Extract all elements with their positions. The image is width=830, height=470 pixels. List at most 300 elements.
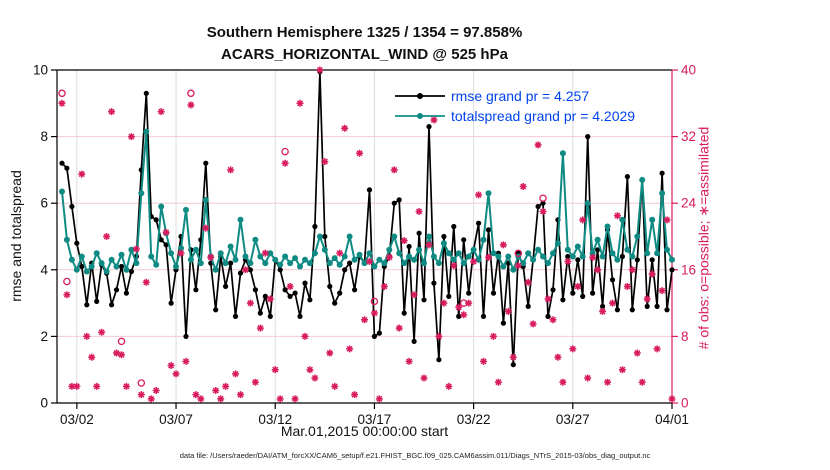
assimilated-obs-asterisk-marker xyxy=(594,266,601,273)
series-marker xyxy=(401,260,407,266)
assimilated-obs-asterisk-marker xyxy=(614,212,621,219)
series-marker xyxy=(327,284,332,289)
series-marker xyxy=(347,234,353,240)
assimilated-obs-asterisk-marker xyxy=(292,395,299,402)
series-marker xyxy=(193,287,198,292)
series-marker xyxy=(114,287,119,292)
assimilated-obs-asterisk-marker xyxy=(391,166,398,173)
assimilated-obs-asterisk-marker xyxy=(361,316,368,323)
assimilated-obs-asterisk-marker xyxy=(202,225,209,232)
assimilated-obs-asterisk-marker xyxy=(58,100,65,107)
assimilated-obs-asterisk-marker xyxy=(148,395,155,402)
x-axis-label: Mar.01,2015 00:00:00 start xyxy=(280,423,449,439)
assimilated-obs-asterisk-marker xyxy=(272,366,279,373)
series-marker xyxy=(307,260,313,266)
series-marker xyxy=(297,264,303,270)
series-marker xyxy=(109,257,115,263)
series-marker xyxy=(337,291,342,296)
series-marker xyxy=(268,314,273,319)
assimilated-obs-asterisk-marker xyxy=(197,395,204,402)
assimilated-obs-asterisk-marker xyxy=(589,254,596,261)
series-marker xyxy=(128,247,134,253)
series-marker xyxy=(412,339,417,344)
assimilated-obs-asterisk-marker xyxy=(108,108,115,115)
series-marker xyxy=(580,254,586,260)
legend-label-rmse: rmse grand pr = 4.257 xyxy=(451,88,590,104)
assimilated-obs-asterisk-marker xyxy=(609,300,616,307)
series-marker xyxy=(322,247,328,253)
series-marker xyxy=(272,257,278,263)
chart-title: Southern Hemisphere 1325 / 1354 = 97.858% xyxy=(206,24,523,41)
right-tick-label: 16 xyxy=(681,262,697,278)
series-marker xyxy=(89,264,95,270)
series-marker xyxy=(397,197,402,202)
series-marker xyxy=(585,134,590,139)
assimilated-obs-asterisk-marker xyxy=(525,279,532,286)
series-marker xyxy=(312,224,317,229)
series-marker xyxy=(64,237,70,243)
series-marker xyxy=(218,250,224,256)
assimilated-obs-asterisk-marker xyxy=(123,383,130,390)
series-marker xyxy=(436,260,442,266)
assimilated-obs-asterisk-marker xyxy=(445,383,452,390)
possible-obs-circle-marker xyxy=(540,195,546,201)
series-marker xyxy=(570,291,575,296)
series-marker xyxy=(228,261,233,266)
series-marker xyxy=(238,217,244,223)
series-marker xyxy=(486,227,491,232)
series-marker xyxy=(143,129,149,135)
assimilated-obs-asterisk-marker xyxy=(168,362,175,369)
series-marker xyxy=(659,190,665,196)
assimilated-obs-asterisk-marker xyxy=(530,320,537,327)
series-marker xyxy=(337,262,343,268)
assimilated-obs-asterisk-marker xyxy=(386,254,393,261)
series-marker xyxy=(173,264,179,270)
series-marker xyxy=(376,257,382,263)
series-marker xyxy=(635,257,640,262)
series-marker xyxy=(129,269,134,274)
assimilated-obs-asterisk-marker xyxy=(356,150,363,157)
legend-totalspread-line-icon xyxy=(393,110,447,122)
series-marker xyxy=(461,260,467,266)
series-marker xyxy=(203,197,209,203)
series-marker xyxy=(654,250,660,256)
series-marker xyxy=(302,257,308,263)
assimilated-obs-asterisk-marker xyxy=(569,345,576,352)
series-marker xyxy=(649,217,655,223)
series-marker xyxy=(94,250,100,256)
possible-obs-circle-marker xyxy=(138,380,144,386)
series-marker xyxy=(540,254,546,260)
series-marker xyxy=(560,297,565,302)
series-marker xyxy=(421,260,427,266)
series-marker xyxy=(645,304,650,309)
series-marker xyxy=(526,304,531,309)
series-marker xyxy=(148,254,154,260)
assimilated-obs-asterisk-marker xyxy=(649,270,656,277)
series-marker xyxy=(74,267,80,273)
series-marker xyxy=(501,321,506,326)
assimilated-obs-asterisk-marker xyxy=(619,366,626,373)
series-marker xyxy=(570,254,576,260)
series-marker xyxy=(511,362,516,367)
possible-obs-circle-marker xyxy=(188,90,194,96)
assimilated-obs-asterisk-marker xyxy=(222,383,229,390)
series-marker xyxy=(406,254,412,260)
x-tick-label: 03/17 xyxy=(357,412,392,427)
assimilated-obs-asterisk-marker xyxy=(78,171,85,178)
series-marker xyxy=(278,267,283,272)
assimilated-obs-asterisk-marker xyxy=(252,379,259,386)
assimilated-obs-asterisk-marker xyxy=(237,391,244,398)
series-marker xyxy=(213,267,219,273)
assimilated-obs-asterisk-marker xyxy=(103,233,110,240)
assimilated-obs-asterisk-marker xyxy=(341,125,348,132)
assimilated-obs-asterisk-marker xyxy=(450,262,457,269)
assimilated-obs-asterisk-marker xyxy=(287,283,294,290)
assimilated-obs-asterisk-marker xyxy=(549,316,556,323)
legend-rmse-line-icon xyxy=(393,90,447,102)
series-marker xyxy=(630,307,635,312)
legend-label-totalspread: totalspread grand pr = 4.2029 xyxy=(451,108,636,124)
data-file-caption: data file: /Users/raeder/DAI/ATM_forcXX/CAM6_setup/f.e21.FHIST_BGC.f09_025.CAM6assim.011/Diags_NTrS_2015-03/obs_diag_output.nc xyxy=(179,451,651,460)
series-marker xyxy=(377,331,382,336)
assimilated-obs-asterisk-marker xyxy=(520,183,527,190)
series-marker xyxy=(213,307,218,312)
series-marker xyxy=(545,260,551,266)
series-marker xyxy=(352,257,358,263)
series-marker xyxy=(223,260,229,266)
assimilated-obs-asterisk-marker xyxy=(564,258,571,265)
series-marker xyxy=(615,307,620,312)
assimilated-obs-asterisk-marker xyxy=(411,291,418,298)
series-marker xyxy=(386,247,392,253)
assimilated-obs-asterisk-marker xyxy=(559,379,566,386)
series-marker xyxy=(669,267,674,272)
series-marker xyxy=(530,257,536,263)
assimilated-obs-asterisk-marker xyxy=(232,370,239,377)
possible-obs-circle-marker xyxy=(59,90,65,96)
series-line xyxy=(62,132,672,272)
assimilated-obs-asterisk-marker xyxy=(455,304,462,311)
series-marker xyxy=(233,257,239,263)
series-marker xyxy=(342,254,348,260)
series-marker xyxy=(669,257,675,263)
series-marker xyxy=(119,264,124,269)
series-marker xyxy=(293,291,298,296)
series-marker xyxy=(555,240,561,246)
series-marker xyxy=(610,250,616,256)
series-marker xyxy=(426,234,432,240)
chart-subtitle: ACARS_HORIZONTAL_WIND @ 525 hPa xyxy=(221,46,508,63)
series-marker xyxy=(535,247,541,253)
assimilated-obs-asterisk-marker xyxy=(465,300,472,307)
assimilated-obs-asterisk-marker xyxy=(475,191,482,198)
assimilated-obs-asterisk-marker xyxy=(639,379,646,386)
series-marker xyxy=(565,247,571,253)
left-tick-label: 8 xyxy=(40,129,48,145)
series-marker xyxy=(461,237,466,242)
assimilated-obs-asterisk-marker xyxy=(654,345,661,352)
possible-obs-circle-marker xyxy=(118,338,124,344)
assimilated-obs-asterisk-marker xyxy=(659,287,666,294)
series-marker xyxy=(258,311,263,316)
series-marker xyxy=(525,250,531,256)
x-tick-label: 03/02 xyxy=(59,412,94,427)
assimilated-obs-asterisk-marker xyxy=(301,333,308,340)
assimilated-obs-asterisk-marker xyxy=(371,310,378,317)
series-marker xyxy=(74,241,79,246)
assimilated-obs-asterisk-marker xyxy=(644,295,651,302)
assimilated-obs-asterisk-marker xyxy=(212,387,219,394)
assimilated-obs-asterisk-marker xyxy=(664,216,671,223)
series-marker xyxy=(302,281,307,286)
assimilated-obs-asterisk-marker xyxy=(406,358,413,365)
left-tick-label: 4 xyxy=(40,262,48,278)
assimilated-obs-asterisk-marker xyxy=(510,354,517,361)
assimilated-obs-asterisk-marker xyxy=(73,383,80,390)
assimilated-obs-asterisk-marker xyxy=(500,241,507,248)
series-marker xyxy=(223,284,228,289)
series-marker xyxy=(411,257,417,263)
series-marker xyxy=(64,166,69,171)
series-marker xyxy=(471,247,477,253)
series-marker xyxy=(84,269,90,275)
series-marker xyxy=(154,217,159,222)
assimilated-obs-asterisk-marker xyxy=(366,258,373,265)
series-marker xyxy=(545,314,550,319)
series-marker xyxy=(466,291,471,296)
series-marker xyxy=(347,261,352,266)
series-marker xyxy=(104,269,110,275)
assimilated-obs-asterisk-marker xyxy=(440,300,447,307)
x-tick-label: 04/01 xyxy=(655,412,689,427)
series-marker xyxy=(436,357,441,362)
series-marker xyxy=(228,244,234,250)
x-tick-label: 03/07 xyxy=(159,412,193,427)
right-tick-label: 24 xyxy=(681,195,697,211)
assimilated-obs-asterisk-marker xyxy=(604,379,611,386)
series-marker xyxy=(243,254,249,260)
assimilated-obs-asterisk-marker xyxy=(282,160,289,167)
assimilated-obs-asterisk-marker xyxy=(425,241,432,248)
assimilated-obs-asterisk-marker xyxy=(336,250,343,257)
assimilated-obs-asterisk-marker xyxy=(495,379,502,386)
series-marker xyxy=(451,224,456,229)
assimilated-obs-asterisk-marker xyxy=(207,254,214,261)
assimilated-obs-asterisk-marker xyxy=(480,358,487,365)
assimilated-obs-asterisk-marker xyxy=(267,295,274,302)
series-marker xyxy=(431,281,436,286)
series-marker xyxy=(99,260,105,266)
series-marker xyxy=(262,260,268,266)
series-marker xyxy=(451,257,457,263)
assimilated-obs-asterisk-marker xyxy=(540,208,547,215)
assimilated-obs-asterisk-marker xyxy=(182,358,189,365)
series-marker xyxy=(605,224,611,230)
series-marker xyxy=(441,240,447,246)
series-marker xyxy=(481,237,487,243)
right-axis-label: # of obs: o=possible; ∗=assimilated xyxy=(695,126,712,350)
assimilated-obs-asterisk-marker xyxy=(634,350,641,357)
series-marker xyxy=(664,307,669,312)
series-marker xyxy=(495,254,501,260)
x-tick-label: 03/22 xyxy=(456,412,491,427)
series-marker xyxy=(590,291,595,296)
right-tick-label: 32 xyxy=(681,129,697,145)
series-marker xyxy=(277,262,283,268)
series-marker xyxy=(417,231,422,236)
series-marker xyxy=(580,294,585,299)
assimilated-obs-asterisk-marker xyxy=(584,375,591,382)
series-marker xyxy=(342,267,347,272)
assimilated-obs-asterisk-marker xyxy=(138,391,145,398)
series-marker xyxy=(595,237,601,243)
assimilated-obs-asterisk-marker xyxy=(227,166,234,173)
assimilated-obs-asterisk-marker xyxy=(306,366,313,373)
left-tick-label: 10 xyxy=(32,62,48,78)
series-marker xyxy=(203,161,208,166)
series-marker xyxy=(183,207,189,213)
series-marker xyxy=(357,252,363,258)
series-marker xyxy=(109,302,114,307)
series-marker xyxy=(292,255,298,261)
series-marker xyxy=(575,244,581,250)
series-marker xyxy=(367,250,373,256)
left-tick-label: 2 xyxy=(40,328,48,344)
series-marker xyxy=(456,250,462,256)
series-marker xyxy=(183,334,188,339)
series-marker xyxy=(257,254,263,260)
series-marker xyxy=(550,287,555,292)
series-marker xyxy=(59,161,64,166)
series-marker xyxy=(322,234,327,239)
series-marker xyxy=(650,257,655,262)
series-marker xyxy=(466,254,472,260)
series-marker xyxy=(138,190,144,196)
assimilated-obs-asterisk-marker xyxy=(554,354,561,361)
series-marker xyxy=(133,260,139,266)
series-marker xyxy=(500,264,506,270)
series-marker xyxy=(585,200,591,206)
assimilated-obs-asterisk-marker xyxy=(118,351,125,358)
assimilated-obs-asterisk-marker xyxy=(579,216,586,223)
assimilated-obs-asterisk-marker xyxy=(257,325,264,332)
assimilated-obs-asterisk-marker xyxy=(143,279,150,286)
series-marker xyxy=(491,291,496,296)
series-marker xyxy=(407,244,412,249)
assimilated-obs-asterisk-marker xyxy=(297,100,304,107)
series-marker xyxy=(198,260,204,266)
assimilated-obs-asterisk-marker xyxy=(376,395,383,402)
assimilated-obs-asterisk-marker xyxy=(93,383,100,390)
series-marker xyxy=(317,234,323,240)
right-tick-label: 8 xyxy=(681,328,689,344)
series-marker xyxy=(282,254,288,260)
series-marker xyxy=(431,254,437,260)
assimilated-obs-asterisk-marker xyxy=(490,333,497,340)
series-marker xyxy=(69,204,74,209)
assimilated-obs-asterisk-marker xyxy=(470,258,477,265)
series-marker xyxy=(575,257,580,262)
series-marker xyxy=(416,247,422,253)
x-tick-label: 03/27 xyxy=(555,412,590,427)
series-marker xyxy=(94,299,99,304)
assimilated-obs-asterisk-marker xyxy=(128,133,135,140)
assimilated-obs-asterisk-marker xyxy=(331,383,338,390)
series-marker xyxy=(352,287,357,292)
assimilated-obs-asterisk-marker xyxy=(173,370,180,377)
assimilated-obs-asterisk-marker xyxy=(416,208,423,215)
series-marker xyxy=(283,287,288,292)
series-marker xyxy=(59,189,65,195)
assimilated-obs-asterisk-marker xyxy=(321,158,328,165)
series-marker xyxy=(253,287,258,292)
series-marker xyxy=(69,257,75,263)
series-marker xyxy=(372,334,377,339)
series-marker xyxy=(536,204,541,209)
assimilated-obs-asterisk-marker xyxy=(435,333,442,340)
series-marker xyxy=(307,297,312,302)
assimilated-obs-asterisk-marker xyxy=(574,283,581,290)
assimilated-obs-asterisk-marker xyxy=(505,308,512,315)
series-marker xyxy=(124,291,129,296)
series-marker xyxy=(446,294,451,299)
series-marker xyxy=(367,187,372,192)
series-marker xyxy=(84,302,89,307)
series-marker xyxy=(252,237,258,243)
series-marker xyxy=(332,301,337,306)
series-marker xyxy=(312,250,318,256)
assimilated-obs-asterisk-marker xyxy=(163,229,170,236)
assimilated-obs-asterisk-marker xyxy=(326,350,333,357)
series-marker xyxy=(381,260,387,266)
series-marker xyxy=(600,254,606,260)
series-marker xyxy=(634,234,640,240)
series-marker xyxy=(287,260,293,266)
assimilated-obs-asterisk-marker xyxy=(311,375,318,382)
series-marker xyxy=(233,314,238,319)
series-marker xyxy=(446,250,452,256)
assimilated-obs-asterisk-marker xyxy=(187,101,194,108)
assimilated-obs-asterisk-marker xyxy=(316,67,323,74)
assimilated-obs-asterisk-marker xyxy=(158,108,165,115)
assimilated-obs-asterisk-marker xyxy=(624,283,631,290)
assimilated-obs-asterisk-marker xyxy=(381,283,388,290)
assimilated-obs-asterisk-marker xyxy=(346,345,353,352)
series-marker xyxy=(481,314,486,319)
series-marker xyxy=(476,221,481,226)
series-marker xyxy=(550,250,556,256)
series-marker xyxy=(625,174,630,179)
series-marker xyxy=(639,177,645,183)
series-marker xyxy=(247,260,253,266)
series-marker xyxy=(402,311,407,316)
series-marker xyxy=(421,297,426,302)
legend-row-totalspread xyxy=(393,106,635,126)
series-marker xyxy=(332,255,338,261)
series-marker xyxy=(505,254,511,260)
series-marker xyxy=(614,257,620,263)
series-marker xyxy=(158,204,164,210)
assimilated-obs-asterisk-marker xyxy=(421,375,428,382)
series-marker xyxy=(144,91,149,96)
series-marker xyxy=(371,264,377,270)
series-marker xyxy=(238,271,243,276)
series-marker xyxy=(620,254,625,259)
x-tick-label: 03/12 xyxy=(258,412,293,427)
